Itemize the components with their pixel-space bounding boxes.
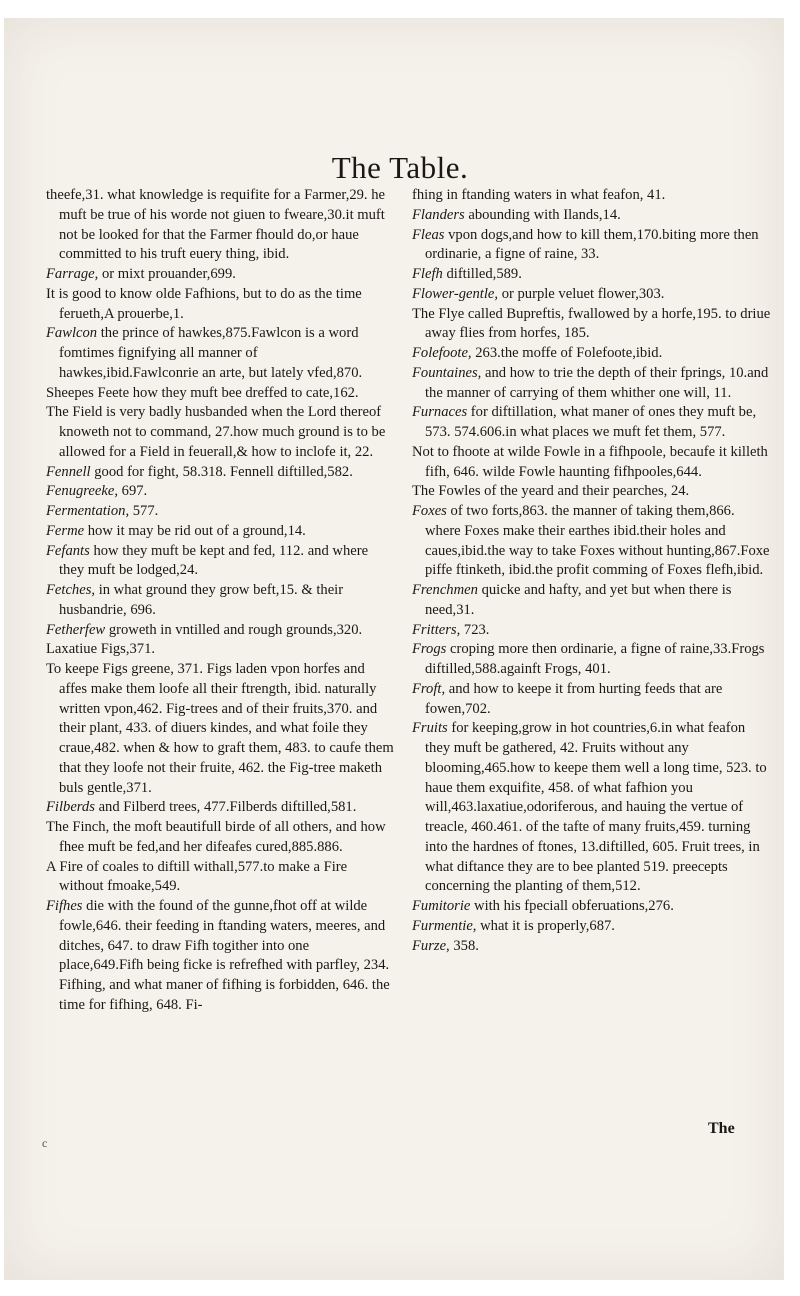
entry-text: and how to trie the depth of their fprings, 10.and the manner of carrying of them whither one will, 11.	[425, 364, 769, 401]
index-entry	[412, 206, 772, 226]
index-entry	[46, 502, 394, 522]
entry-text: quicke and hafty, and yet but when there is need,31.	[425, 582, 732, 618]
entry-text: how they muft be kept and fed, 112. and where they muft be lodged,24.	[59, 542, 369, 579]
entry-keyword: Fefants	[46, 542, 90, 559]
index-entry	[412, 344, 772, 364]
entry-text: in what ground they grow beft,15. & their husbandrie, 696.	[59, 582, 344, 618]
entry-text: The Flye called Bupreftis, fwallowed by a horfe,195. to driue away flies from horfes, 185.	[412, 305, 771, 342]
index-entry	[412, 285, 772, 305]
index-entry	[46, 621, 394, 641]
entry-keyword: Fetherfew	[46, 621, 106, 638]
index-entry	[412, 937, 772, 957]
index-entry	[412, 186, 772, 206]
index-entry	[412, 719, 772, 897]
entry-keyword: Fawlcon	[46, 325, 98, 342]
catchword: The	[708, 1120, 735, 1137]
index-entry	[412, 305, 772, 345]
entry-keyword: Furnaces	[412, 404, 468, 421]
entry-text: Sheepes Feete how they muft bee dreffed to cate,162.	[46, 384, 359, 401]
index-entry	[412, 897, 772, 917]
index-entry	[46, 818, 394, 858]
entry-text: Laxatiue Figs,371.	[46, 641, 156, 658]
index-entry	[412, 482, 772, 502]
entry-text: how it may be rid out of a ground,14.	[87, 522, 306, 539]
index-entry	[46, 581, 394, 621]
entry-keyword: Fenugreeke,	[46, 483, 118, 500]
entry-keyword: Flower-gentle,	[412, 285, 499, 302]
entry-text: croping more then ordinarie, a figne of raine,33.Frogs diftilled,588.againft Frogs, 401.	[425, 641, 765, 677]
entry-text: for keeping,grow in hot countries,6.in what feafon they muft be gathered, 42. Fruits without any blooming,465.how to keepe them well a long time, 523. to haue them exquifite, 458. of what fafhion you will,463.laxatiue,odoriferous, and hauing the vertue of treacle, 460.461. of the tafte of many fruits,459. turning into the hardnes of ftones, 13.diftilled, 605. Fruit trees, in what diftance they are to bee planted 519. preecepts concerning the planting of them,512.	[425, 720, 767, 895]
entry-text: 723.	[463, 621, 490, 638]
entry-text: fhing in ftanding waters in what feafon, 41.	[412, 187, 666, 203]
index-entry	[46, 858, 394, 898]
entry-keyword: Fumitorie	[412, 898, 471, 914]
right-index-column	[412, 186, 772, 956]
entry-text: 263.the moffe of Folefoote,ibid.	[475, 345, 663, 361]
entry-keyword: Fountaines,	[412, 364, 482, 381]
entry-keyword: Fermentation,	[46, 503, 130, 519]
entry-text: The Field is very badly husbanded when the Lord thereof knoweth not to command, 27.how much ground is to be allowed for a Field in feuerall,& how to inclofe it, 22.	[46, 404, 386, 460]
index-entry	[412, 640, 772, 680]
index-entry	[412, 403, 772, 443]
index-entry	[412, 226, 772, 266]
entry-text: die with the found of the gunne,fhot off at wilde fowle,646. their feeding in ftanding waters, meeres, and ditches, 647. to draw Fifh togither into one place,649.Fifh being ficke is refrefhed with parfley, 234. Fifhing, and what maner of fifhing is forbidden, 646. the time for fifhing, 648. Fi-	[59, 898, 390, 1013]
index-entry	[46, 542, 394, 582]
index-entry	[46, 897, 394, 1016]
entry-text: and how to keepe it from hurting feeds that are fowen,702.	[425, 680, 723, 717]
entry-keyword: Ferme	[46, 522, 85, 539]
left-index-column	[46, 186, 394, 1016]
index-entry	[46, 265, 394, 285]
index-entry	[46, 660, 394, 798]
index-entry	[46, 186, 394, 265]
entry-text: good for fight, 58.318. Fennell diftilled,582.	[94, 463, 353, 480]
entry-text: The Finch, the moft beautifull birde of all others, and how fhee muft be fed,and her difeafes cured,885.886.	[46, 819, 386, 855]
index-entry	[46, 522, 394, 542]
index-entry	[412, 917, 772, 937]
signature-mark: c	[42, 1136, 48, 1150]
entry-keyword: Fritters,	[412, 621, 461, 638]
entry-text: or purple veluet flower,303.	[501, 285, 665, 302]
entry-text: 697.	[121, 483, 148, 500]
entry-keyword: Furmentie,	[412, 917, 477, 934]
entry-keyword: Frenchmen	[412, 582, 478, 598]
entry-text: for diftillation, what maner of ones they muft be, 573. 574.606.in what places we muft fet them, 577.	[425, 404, 757, 440]
entry-keyword: Foxes	[412, 503, 447, 519]
entry-text: the prince of hawkes,875.Fawlcon is a word fomtimes fignifying all manner of hawkes,ibid.Fawlconrie an arte, but lately vfed,870.	[59, 325, 363, 381]
entry-keyword: Furze,	[412, 937, 450, 954]
index-entry	[412, 443, 772, 483]
entry-keyword: Frogs	[412, 641, 447, 658]
entry-text: what it is properly,687.	[480, 917, 615, 934]
entry-keyword: Fifhes	[46, 898, 83, 914]
entry-text: and Filberd trees, 477.Filberds diftilled,581.	[98, 799, 357, 816]
page-title: The Table.	[331, 150, 469, 185]
index-entry	[412, 265, 772, 285]
index-entry	[46, 403, 394, 462]
entry-text: 577.	[132, 503, 159, 519]
entry-text: or mixt prouander,699.	[101, 266, 236, 282]
entry-text: A Fire of coales to diftill withall,577.to make a Fire without fmoake,549.	[46, 858, 348, 895]
entry-text: theefe,31. what knowledge is requifite for a Farmer,29. he muft be true of his worde not giuen to fweare,30.it muft not be looked for that the Farmer fhould do,or haue committed to his truft euery thing, ibid.	[46, 187, 386, 263]
entry-keyword: Froft,	[412, 680, 446, 697]
entry-text: vpon dogs,and how to kill them,170.biting more then ordinarie, a figne of raine, 33.	[425, 226, 759, 263]
entry-keyword: Fennell	[46, 463, 91, 480]
index-entry	[46, 798, 394, 818]
entry-keyword: Farrage,	[46, 266, 99, 282]
index-entry	[46, 285, 394, 325]
entry-keyword: Fruits	[412, 720, 448, 737]
index-entry	[46, 463, 394, 483]
entry-text: It is good to know olde Fafhions, but to do as the time ferueth,A prouerbe,1.	[46, 285, 362, 322]
entry-text: groweth in vntilled and rough grounds,320.	[108, 621, 363, 638]
index-entry	[412, 502, 772, 581]
entry-text: diftilled,589.	[446, 266, 522, 282]
index-entry	[412, 621, 772, 641]
index-entry	[46, 482, 394, 502]
entry-keyword: Filberds	[46, 799, 95, 816]
entry-keyword: Fetches,	[46, 582, 96, 598]
entry-text: Not to fhoote at wilde Fowle in a fifhpoole, becaufe it killeth fifh, 646. wilde Fowle haunting fifhpooles,644.	[412, 443, 768, 480]
entry-text: of two forts,863. the manner of taking them,866. where Foxes make their earthes ibid.their holes and caues,ibid.the way to take Foxes without hunting,867.Foxe piffe ftinketh, ibid.the profit comming of Foxes flefh,ibid.	[425, 503, 770, 579]
entry-keyword: Fleas	[412, 226, 445, 243]
index-entry	[412, 581, 772, 621]
entry-text: To keepe Figs greene, 371. Figs laden vpon horfes and affes make them loofe all their ftrength, ibid. naturally written vpon,462. Fig-trees and of their fruits,370. and their plant, 433. of diuers kindes, and what foile they craue,482. when & how to graft them, 483. to caufe them that they loofe not their fruite, 462. the Fig-tree maketh buls gentle,371.	[46, 661, 394, 796]
index-entry	[412, 364, 772, 404]
index-entry	[46, 640, 394, 660]
index-entry	[412, 680, 772, 720]
entry-text: abounding with Ilands,14.	[468, 206, 621, 223]
entry-keyword: Folefoote,	[412, 345, 472, 361]
index-entry	[46, 324, 394, 383]
entry-text: 358.	[453, 937, 479, 954]
entry-text: with his fpeciall obferuations,276.	[474, 898, 674, 914]
index-entry	[46, 384, 394, 404]
entry-keyword: Flefh	[412, 266, 443, 282]
entry-text: The Fowles of the yeard and their pearches, 24.	[412, 483, 690, 500]
entry-keyword: Flanders	[412, 206, 465, 223]
